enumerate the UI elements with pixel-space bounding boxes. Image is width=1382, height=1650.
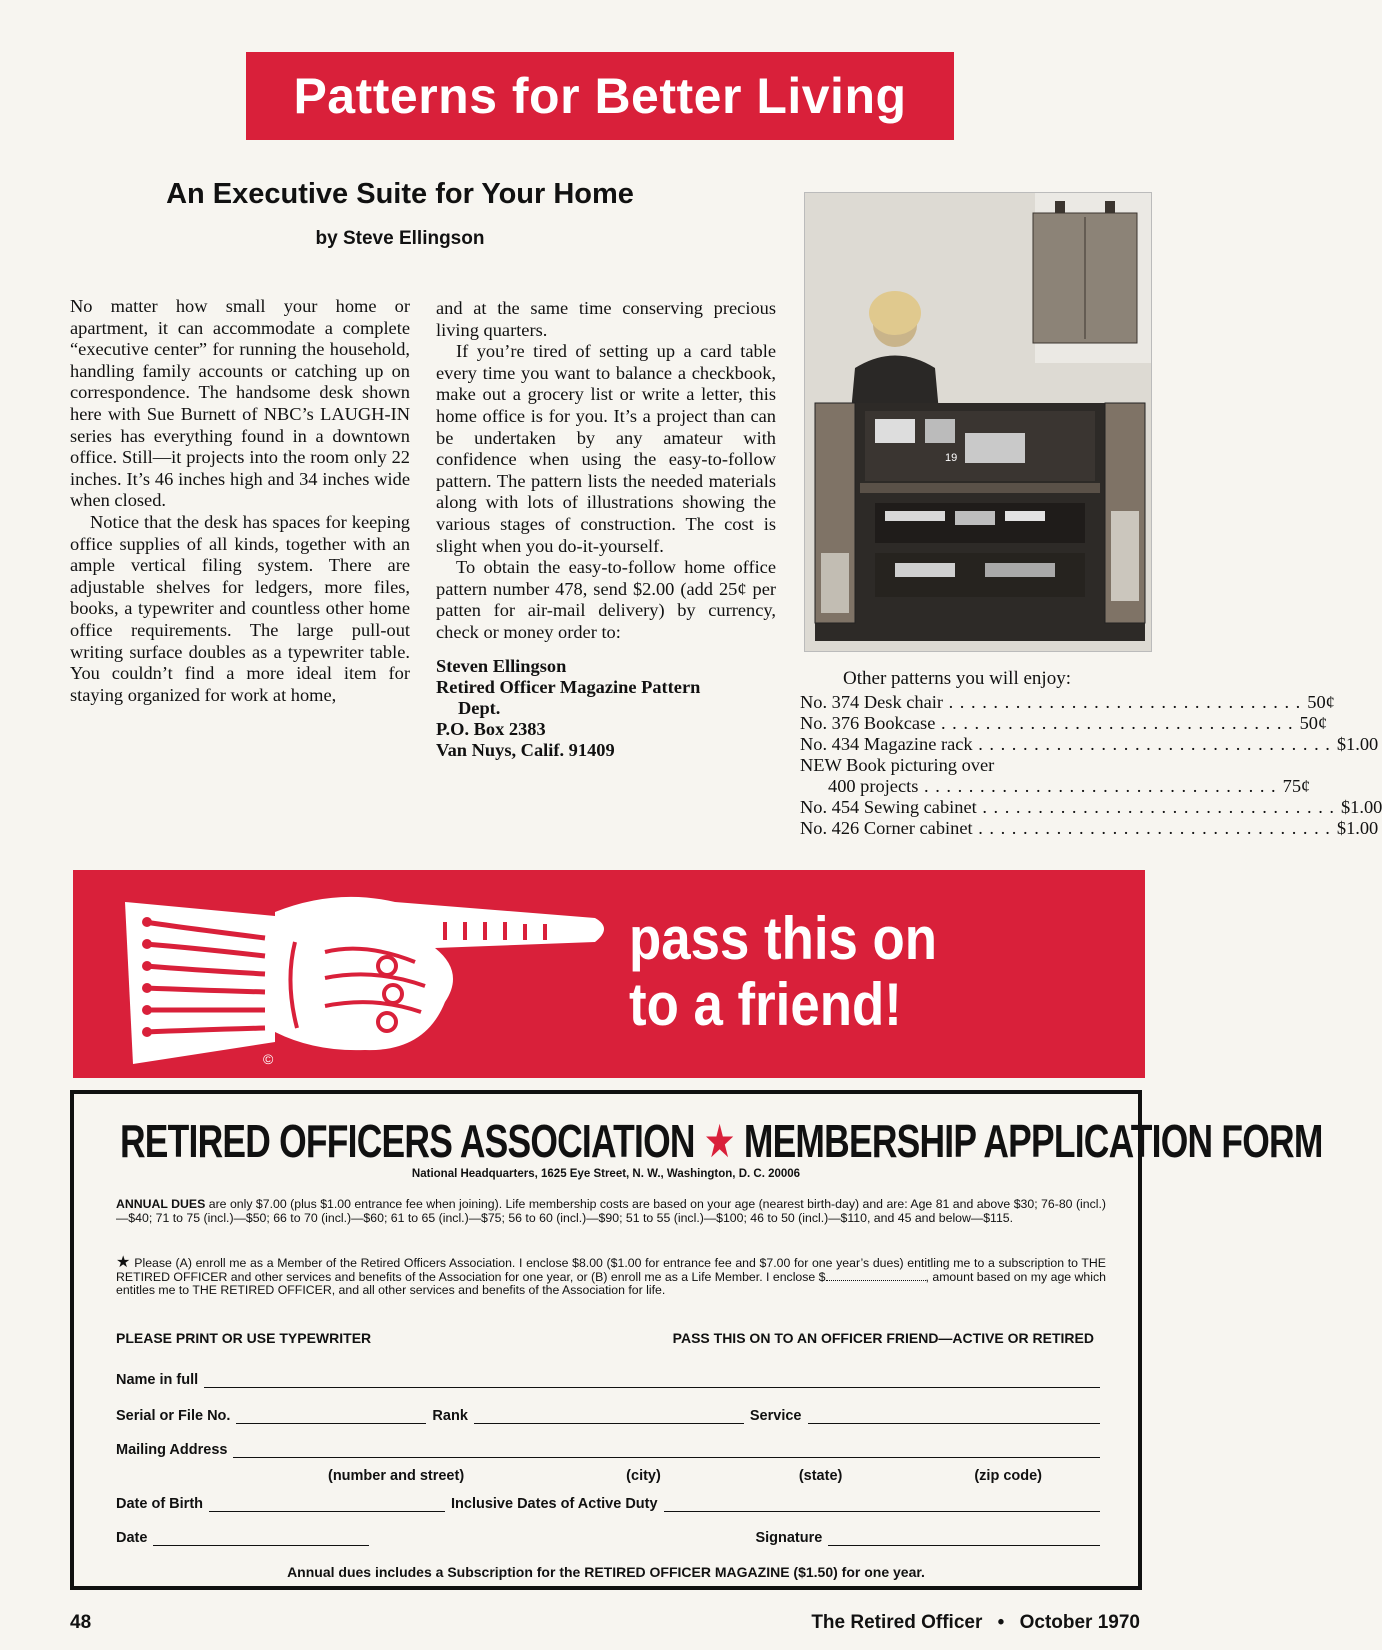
pass-line-1: pass this on — [629, 905, 938, 972]
other-patterns-title: Other patterns you will enjoy: — [843, 668, 1071, 689]
state-label: (state) — [798, 1468, 843, 1484]
list-item — [800, 797, 1382, 818]
duty-label: Inclusive Dates of Active Duty — [451, 1496, 658, 1512]
list-item — [800, 692, 1335, 713]
name-row — [116, 1372, 1106, 1388]
rank-label: Rank — [432, 1408, 468, 1424]
pattern-sub-label: 400 projects . . . — [828, 776, 1277, 797]
issue-date: October 1970 — [1019, 1612, 1140, 1633]
street-label: (number and street) — [328, 1468, 465, 1484]
separator: • — [997, 1612, 1005, 1633]
signature-field[interactable] — [828, 1531, 1100, 1546]
membership-application-form — [70, 1090, 1323, 1590]
pass-this-on-banner — [73, 870, 1145, 1078]
address-dept: Retired Officer Magazine Pattern — [436, 676, 701, 697]
paragraph: To obtain the easy-to-follow home office pattern number 478, send $2.00 (add 25¢ per patten for air-mail delivery) by currency, check or money order to: — [436, 557, 776, 642]
rank-field[interactable] — [474, 1409, 744, 1424]
birth-label: Date of Birth — [116, 1496, 203, 1512]
enroll-paragraph — [116, 1256, 1106, 1298]
date-row — [116, 1530, 1106, 1546]
city-label: (city) — [626, 1468, 661, 1484]
pattern-label: No. 434 Magazine rack . . . — [800, 734, 1331, 755]
pattern-label: No. 426 Corner cabinet . . . — [800, 818, 1331, 839]
star-icon: ★ — [116, 1254, 131, 1271]
pattern-price: $1.00 — [1340, 797, 1382, 817]
mailing-address — [436, 656, 776, 761]
name-label: Name in full — [116, 1372, 199, 1388]
enroll-text-a: Please (A) enroll me as a Member of the Retired Officers Association. I enclose $8.00 ($1.00 for entrance fee and $7.00 for one year’s dues) entitling me to a subscription to THE RETIRED OFFICER and other services and benefits of the Association for one year, or (B) enroll me as a Life Member. I enclose $ — [116, 1256, 1107, 1284]
service-label: Service — [749, 1408, 802, 1424]
copyright-mark: © — [263, 1051, 274, 1067]
duty-field[interactable] — [664, 1497, 1100, 1512]
paragraph: No matter how small your home or apartment, it can accommodate a complete “executive center” for running the household, handling family accounts or catching up on correspondence. The handsome desk shown here with Sue Burnett of NBC’s LAUGH-IN series has everything found in a downtown office. Still—it projects into the room only 22 inches. It’s 46 inches high and 34 inches wide when closed. — [70, 296, 410, 511]
dues-text: are only $7.00 (plus $1.00 entrance fee when joining). Life membership costs are based on your age (nearest birth-day) and are: Age 81 and above $30; 76-80 (incl.)—$40; 71 to 75 (incl.)—$50; 66 to 70 (incl.)—$60; 61 to 65 (incl.)—$75; 56 to 60 (incl.)—$90; 51 to 55 (incl.)—$100; 46 to 50 (incl.)—$110, and 45 and below—$115. — [116, 1197, 1106, 1225]
address-box: P.O. Box 2383 — [436, 718, 546, 739]
desk-calendar-label: 19 — [945, 452, 958, 464]
address-name: Steven Ellingson — [436, 655, 567, 676]
list-item — [800, 734, 1379, 755]
zip-label: (zip code) — [974, 1468, 1043, 1484]
paragraph: If you’re tired of setting up a card table every time you want to balance a checkbook, make out a grocery list or write a letter, this home office is for you. It’s a project than can be undertaken by any amateur with confidence when using the easy-to-follow pattern. The pattern lists the needed materials along with lots of illustrations showing the various stages of construction. The cost is slight when you do-it-yourself. — [436, 341, 776, 556]
page-number: 48 — [70, 1612, 92, 1633]
birth-field[interactable] — [209, 1497, 445, 1512]
serial-field[interactable] — [236, 1409, 426, 1424]
mailing-field[interactable] — [233, 1443, 1100, 1458]
list-item — [800, 713, 1328, 734]
service-field[interactable] — [808, 1409, 1101, 1424]
headquarters-address: National Headquarters, 1625 Eye Street, N. W., Washington, D. C. 20006 — [411, 1168, 801, 1180]
pattern-price: $1.00 — [1336, 818, 1379, 838]
date-label: Date — [116, 1530, 148, 1546]
desk-photo — [804, 192, 1152, 652]
enroll-text-b: , amount based on my age which entitles me to THE RETIRED OFFICER, and all other services and benefits of the Association for life. — [116, 1269, 1106, 1298]
dues-label: ANNUAL DUES — [116, 1197, 206, 1211]
desk-illustration — [805, 193, 1151, 651]
annual-dues-paragraph — [116, 1198, 1106, 1225]
mailing-label: Mailing Address — [116, 1442, 228, 1458]
article-headline: An Executive Suite for Your Home — [166, 178, 634, 210]
pass-note: PASS THIS ON TO AN OFFICER FRIEND—ACTIVE OR RETIRED — [672, 1330, 1094, 1346]
list-item — [800, 755, 1311, 797]
paragraph: Notice that the desk has spaces for keeping office supplies of all kinds, together with an ample vertical filing system. There are adjustable shelves for ledgers, more files, books, a typewriter and countless other home office requirements. The large pull-out writing surface doubles as a typewriter table. You couldn’t find a more ideal item for staying organized for work at home, — [70, 511, 410, 705]
serial-row — [116, 1408, 1106, 1424]
pattern-label: NEW Book picturing over — [800, 755, 995, 775]
address-city: Van Nuys, Calif. 91409 — [436, 739, 615, 760]
serial-label: Serial or File No. — [116, 1408, 231, 1424]
pattern-price: 50¢ — [1299, 713, 1328, 733]
pointing-hand-icon — [125, 882, 613, 1070]
name-field[interactable] — [204, 1373, 1100, 1388]
pattern-label: No. 376 Bookcase . . . — [800, 713, 1294, 734]
pattern-price: 50¢ — [1307, 692, 1335, 712]
form-title — [120, 1114, 1323, 1174]
banner-title: Patterns for Better Living — [293, 68, 907, 124]
pattern-price: 75¢ — [1282, 776, 1311, 796]
list-item — [800, 818, 1379, 839]
other-patterns-list — [800, 668, 1382, 839]
pass-text — [629, 906, 937, 1038]
form-title-left: RETIRED OFFICERS ASSOCIATION — [120, 1115, 695, 1167]
pattern-label: No. 374 Desk chair . . . — [800, 692, 1301, 713]
annual-dues-note: Annual dues includes a Subscription for the RETIRED OFFICER MAGAZINE ($1.50) for one year. — [287, 1564, 925, 1580]
pass-line-2: to a friend! — [629, 971, 902, 1038]
publication-name: The Retired Officer — [811, 1612, 983, 1633]
star-icon: ★ — [703, 1115, 735, 1167]
pattern-label: No. 454 Sewing cabinet . . . — [800, 797, 1335, 818]
birth-row — [116, 1496, 1106, 1512]
paragraph: and at the same time conserving precious living quarters. — [436, 298, 776, 340]
page-banner — [246, 52, 954, 140]
life-amount-field[interactable] — [826, 1280, 926, 1281]
article-byline: by Steve Ellingson — [315, 228, 485, 249]
date-field[interactable] — [153, 1531, 369, 1546]
print-note: PLEASE PRINT OR USE TYPEWRITER — [116, 1330, 372, 1346]
article-column-1 — [70, 296, 410, 706]
form-title-right: MEMBERSHIP APPLICATION FORM — [743, 1115, 1323, 1167]
address-dept-cont: Dept. — [458, 697, 501, 718]
publication-footer — [811, 1612, 1140, 1634]
signature-label: Signature — [755, 1530, 823, 1546]
pattern-price: $1.00 — [1336, 734, 1379, 754]
mailing-row — [116, 1442, 1106, 1458]
address-sub-labels — [116, 1468, 1106, 1484]
article-column-2 — [436, 298, 776, 761]
pattern-sub-row — [800, 776, 1311, 797]
